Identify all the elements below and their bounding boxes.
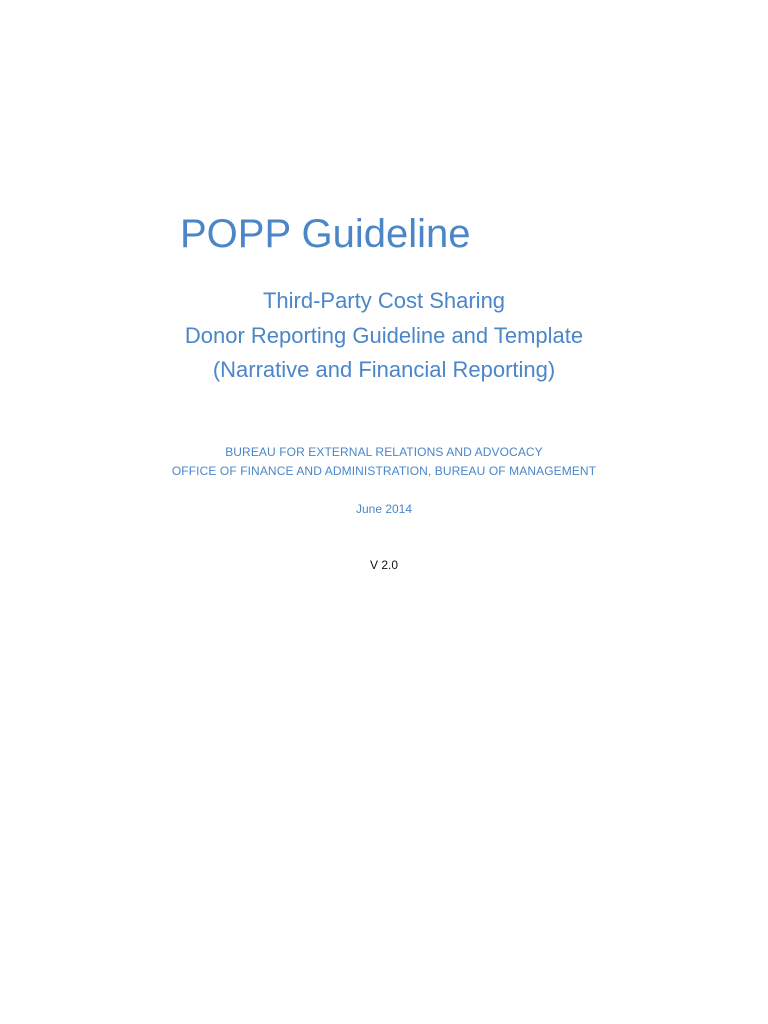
- document-subtitle: [0, 284, 768, 388]
- issuing-offices: [0, 443, 768, 481]
- bureau-line-2: OFFICE OF FINANCE AND ADMINISTRATION, BUREAU OF MANAGEMENT: [171, 464, 597, 478]
- subtitle-line-3: (Narrative and Financial Reporting): [212, 357, 556, 382]
- bureau-line-1: BUREAU FOR EXTERNAL RELATIONS AND ADVOCACY: [225, 445, 543, 459]
- document-title: POPP Guideline: [180, 212, 471, 256]
- subtitle-line-2: Donor Reporting Guideline and Template: [184, 322, 584, 348]
- publication-date: June 2014: [355, 502, 413, 516]
- version-label: V 2.0: [369, 558, 399, 572]
- subtitle-line-1: Third-Party Cost Sharing: [262, 288, 506, 313]
